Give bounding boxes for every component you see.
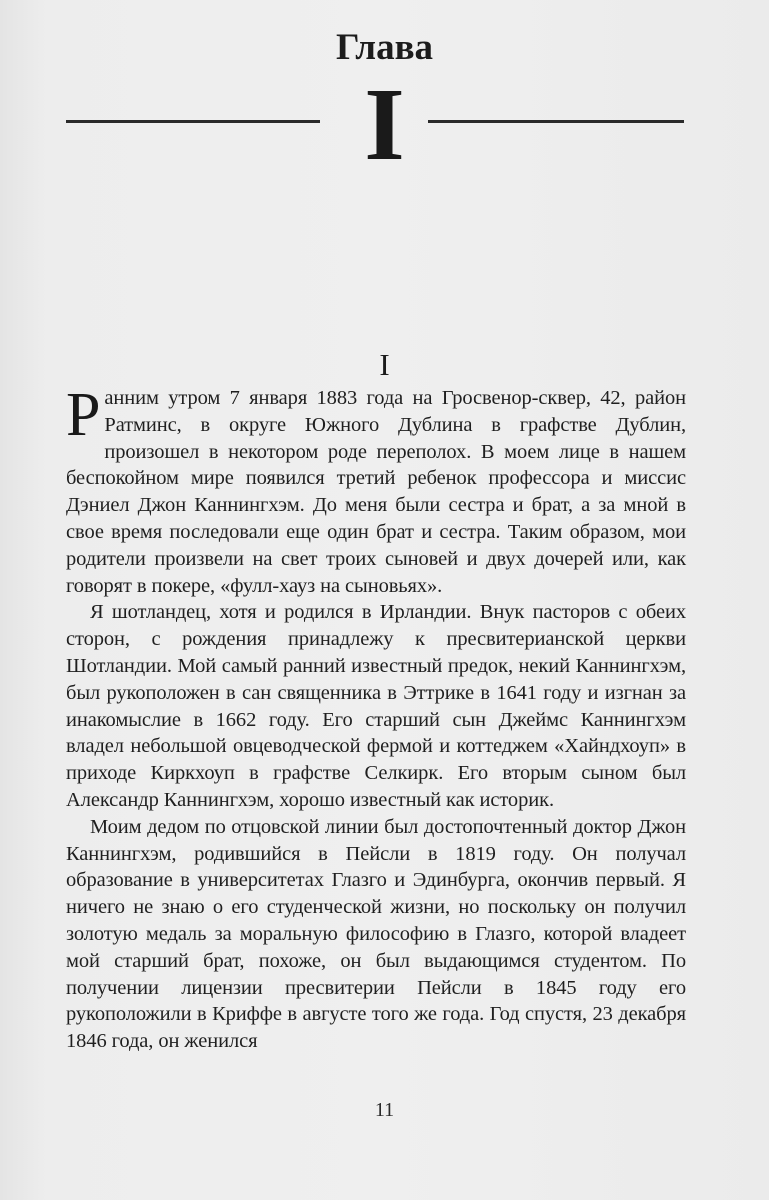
- body-text: [66, 381, 686, 1055]
- paragraph-3: Моим дедом по отцовской линии был достопочтенный доктор Джон Каннингхэм, родившийся в Пейсли в 1819 году. Он получал образование в университетах Глазго и Эдинбурга, окончив первый. Я ничего не знаю о его студенческой жизни, но поскольку он получил золотую медаль за моральную философию в Глазго, которой владеет мой старший брат, похоже, он был выдающимся студентом. По получении лицензии пресвитерии Пейсли в 1845 году его рукоположили в Криффе в августе того же года. Год спустя, 23 декабря 1846 года, он женился: [66, 815, 686, 1053]
- chapter-number: I: [364, 67, 405, 182]
- drop-cap: Р: [66, 381, 101, 449]
- paragraph-1-text: анним утром 7 января 1883 года на Гросвенор-сквер, 42, район Ратминс, в округе Южного Дублина в графстве Дублин, произошел в некотором роде переполох. В моем лице в нашем беспокойном мире появился третий ребенок профессора и миссис Дэниел Джон Каннингхэм. До меня были сестра и брат, а за мной в свое время последовали еще один брат и сестра. Таким образом, мои родители произвели на свет троих сыновей и двух дочерей или, как говорят в покере, «фулл-хауз на сыновьях».: [66, 387, 686, 597]
- section-number: I: [379, 347, 390, 382]
- page-number: 11: [374, 1099, 395, 1121]
- chapter-rule-right: [428, 120, 684, 123]
- chapter-label: Глава: [335, 27, 434, 68]
- paragraph-2: Я шотландец, хотя и родился в Ирландии. Внук пасторов с обеих сторон, с рождения принадлежу к пресвитерианской церкви Шотландии. Мой самый ранний известный предок, некий Каннингхэм, был рукоположен в сан священника в Эттрике в 1641 году и изгнан за инакомыслие в 1662 году. Его старший сын Джеймс Каннингхэм владел небольшой овцеводческой фермой и коттеджем «Хайндхоуп» в приходе Киркхоуп в графстве Селкирк. Его вторым сыном был Александр Каннингхэм, хорошо известный как историк.: [66, 601, 686, 811]
- paragraph-1: [66, 381, 686, 599]
